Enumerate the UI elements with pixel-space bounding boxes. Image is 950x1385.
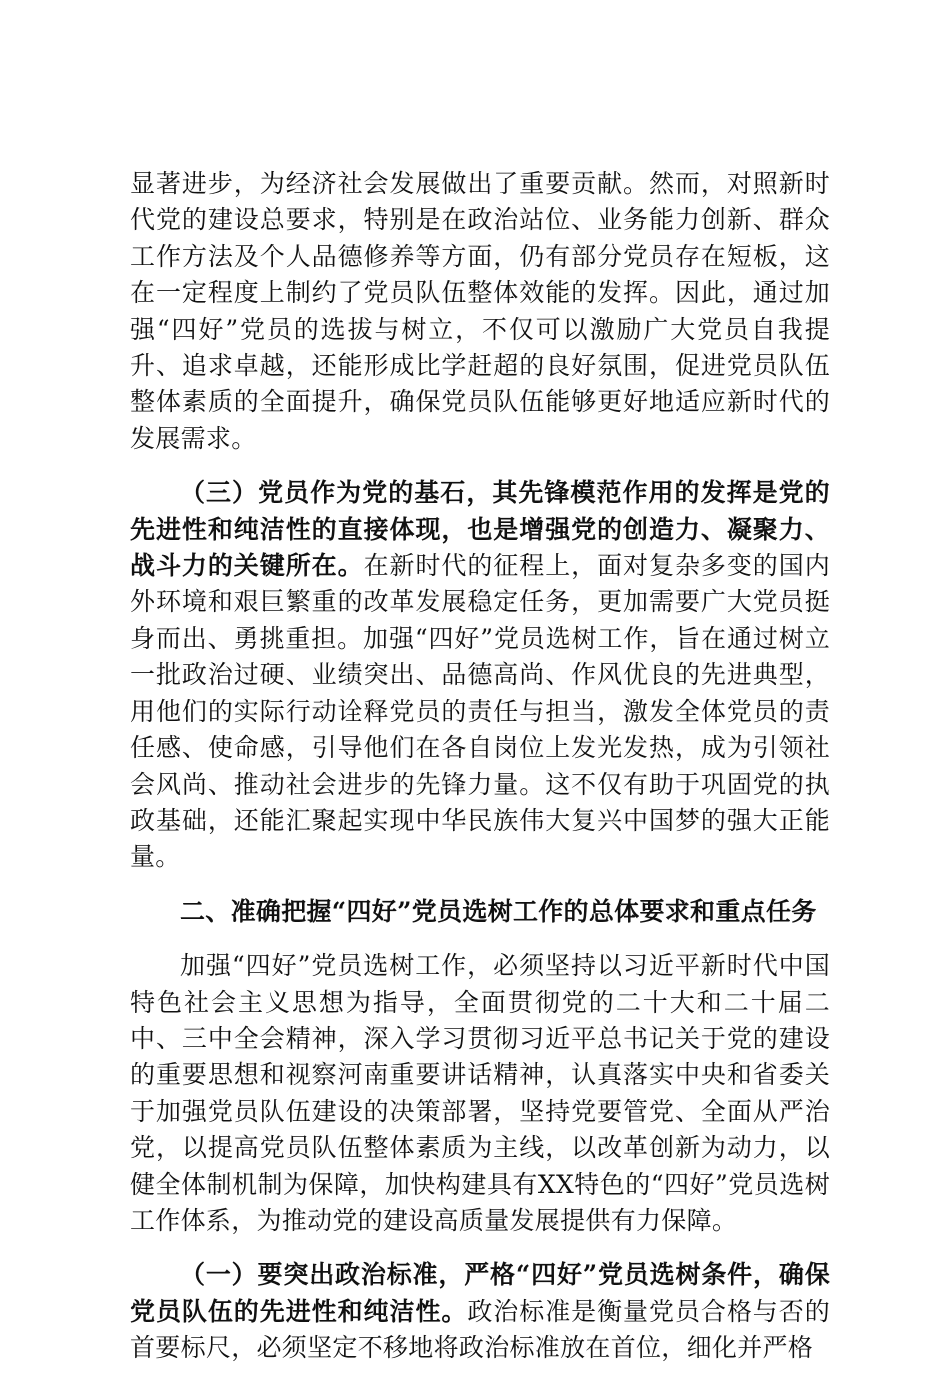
paragraph-contribution-text: 显著进步，为经济社会发展做出了重要贡献。然而，对照新时代党的建设总要求，特别是在政治站位、业务能力创新、群众工作方法及个人品德修养等方面，仍有部分党员存在短板，这在一定程度上制约了党员队伍整体效能的发挥。因此，通过加强“四好”党员的选拔与树立，不仅可以激励广大党员自我提升、追求卓越，还能形成比学赶超的良好氛围，促进党员队伍整体素质的全面提升，确保党员队伍能够更好地适应新时代的发展需求。 (130, 169, 830, 453)
section-three-body: 在新时代的征程上，面对复杂多变的国内外环境和艰巨繁重的改革发展稳定任务，更加需要广大党员挺身而出、勇挑重担。加强“四好”党员选树工作，旨在通过树立一批政治过硬、业绩突出、品德高尚、作风优良的先进典型，用他们的实际行动诠释党员的责任与担当，激发全体党员的责任感、使命感，引导他们在各自岗位上发光发热，成为引领社会风尚、推动社会进步的先锋力量。这不仅有助于巩固党的执政基础，还能汇聚起实现中华民族伟大复兴中国梦的强大正能量。 (130, 551, 831, 872)
document-page (130, 166, 830, 1385)
paragraph-overall-requirements (130, 948, 830, 1239)
political-standard-body: 政治标准是衡量党员合格与否的首要标尺，必须坚定不移地将政治标准放在首位，细化并严格 (130, 1296, 831, 1363)
political-standard-lead: （一）要突出政治标准，严格“四好”党员选树条件，确保党员队伍的先进性和纯洁性。 (130, 1260, 830, 1326)
heading-part-two: 二、准确把握“四好”党员选树工作的总体要求和重点任务 (180, 896, 817, 926)
paragraph-political-standard (130, 1257, 830, 1366)
paragraph-section-three (130, 475, 830, 875)
section-three-lead: （三）党员作为党的基石，其先锋模范作用的发挥是党的先进性和纯洁性的直接体现，也是增强党的创造力、凝聚力、战斗力的关键所在。 (130, 478, 830, 581)
overall-requirements-text: 加强“四好”党员选树工作，必须坚持以习近平新时代中国特色社会主义思想为指导，全面贯彻党的二十大和二十届二中、三中全会精神，深入学习贯彻习近平总书记关于党的建设的重要思想和视察河南重要讲话精神，认真落实中央和省委关于加强党员队伍建设的决策部署，坚持党要管党、全面从严治党，以提高党员队伍整体素质为主线，以改革创新为动力，以健全体制机制为保障，加快构建具有XX特色的“四好”党员选树工作体系，为推动党的建设高质量发展提供有力保障。 (130, 951, 830, 1235)
paragraph-contribution (130, 166, 830, 457)
